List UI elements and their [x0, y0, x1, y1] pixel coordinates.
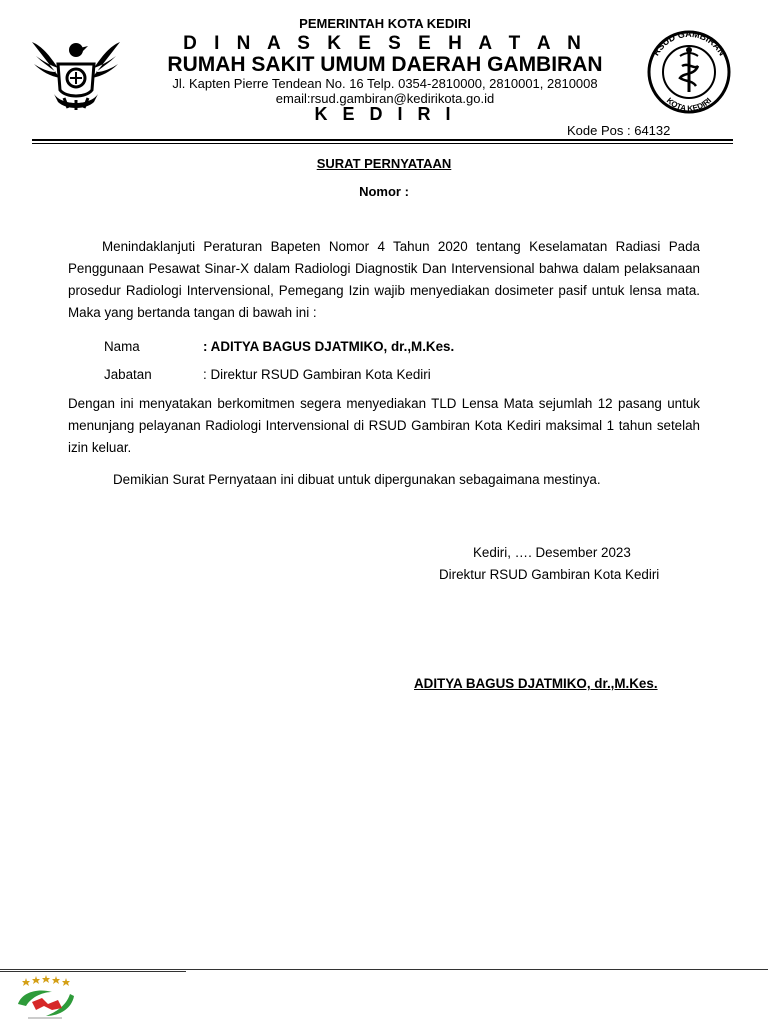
signature-name: ADITYA BAGUS DJATMIKO, dr.,M.Kes. — [414, 676, 658, 691]
name-value: : ADITYA BAGUS DJATMIKO, dr.,M.Kes. — [203, 339, 455, 354]
letterhead-divider — [32, 139, 733, 141]
footer-divider — [0, 969, 768, 970]
government-name: PEMERINTAH KOTA KEDIRI — [299, 16, 471, 31]
city-emblem-logo — [28, 36, 124, 112]
document-title: SURAT PERNYATAAN — [316, 156, 452, 171]
footer-award-logo — [12, 974, 78, 1022]
seal-text-bottom: KOTA KEDIRI — [664, 95, 714, 114]
department-name: D I N A S K E S E H A T A N — [183, 33, 587, 54]
name-label: Nama — [104, 339, 140, 354]
position-value: : Direktur RSUD Gambiran Kota Kediri — [203, 367, 431, 382]
paragraph-intro-text: Menindaklanjuti Peraturan Bapeten Nomor 4 Tahun 2020 tentang Keselamatan Radiasi Pada Penggunaan Pesawat Sinar-X dalam Radiologi Diagnostik Dan Intervensional bahwa dalam pelaksanaan prosedur Radiologi Intervensional, Pemegang Izin wajib menyediakan dosimeter pasif untuk lensa mata. Maka yang bertanda tangan di bawah ini : — [68, 239, 700, 320]
city-name: K E D I R I — [314, 104, 456, 124]
postal-code: Kode Pos : 64132 — [567, 123, 671, 138]
hospital-seal-logo — [640, 28, 738, 114]
hospital-email: email:rsud.gambiran@kedirikota.go.id — [275, 91, 495, 106]
letterhead-divider-thin — [32, 143, 733, 144]
hospital-name: RUMAH SAKIT UMUM DAERAH GAMBIRAN — [167, 53, 603, 76]
hospital-address: Jl. Kapten Pierre Tendean No. 16 Telp. 0354-2810000, 2810001, 2810008 — [172, 76, 598, 91]
document-number: Nomor : — [359, 184, 409, 199]
seal-text-top: RSUD GAMBIRAN — [650, 28, 728, 58]
position-label: Jabatan — [104, 367, 152, 382]
signature-place-date: Kediri, …. Desember 2023 — [473, 545, 631, 560]
paragraph-intro — [68, 236, 700, 324]
paragraph-commitment: Dengan ini menyatakan berkomitmen segera menyediakan TLD Lensa Mata sejumlah 12 pasang untuk menunjang pelayanan Radiologi Intervensional di RSUD Gambiran Kota Kediri maksimal 1 tahun setelah izin keluar. — [68, 396, 700, 455]
signature-title: Direktur RSUD Gambiran Kota Kediri — [439, 567, 660, 582]
paragraph-closing: Demikian Surat Pernyataan ini dibuat untuk dipergunakan sebagaimana mestinya. — [113, 472, 601, 487]
footer-divider-short — [0, 971, 186, 972]
